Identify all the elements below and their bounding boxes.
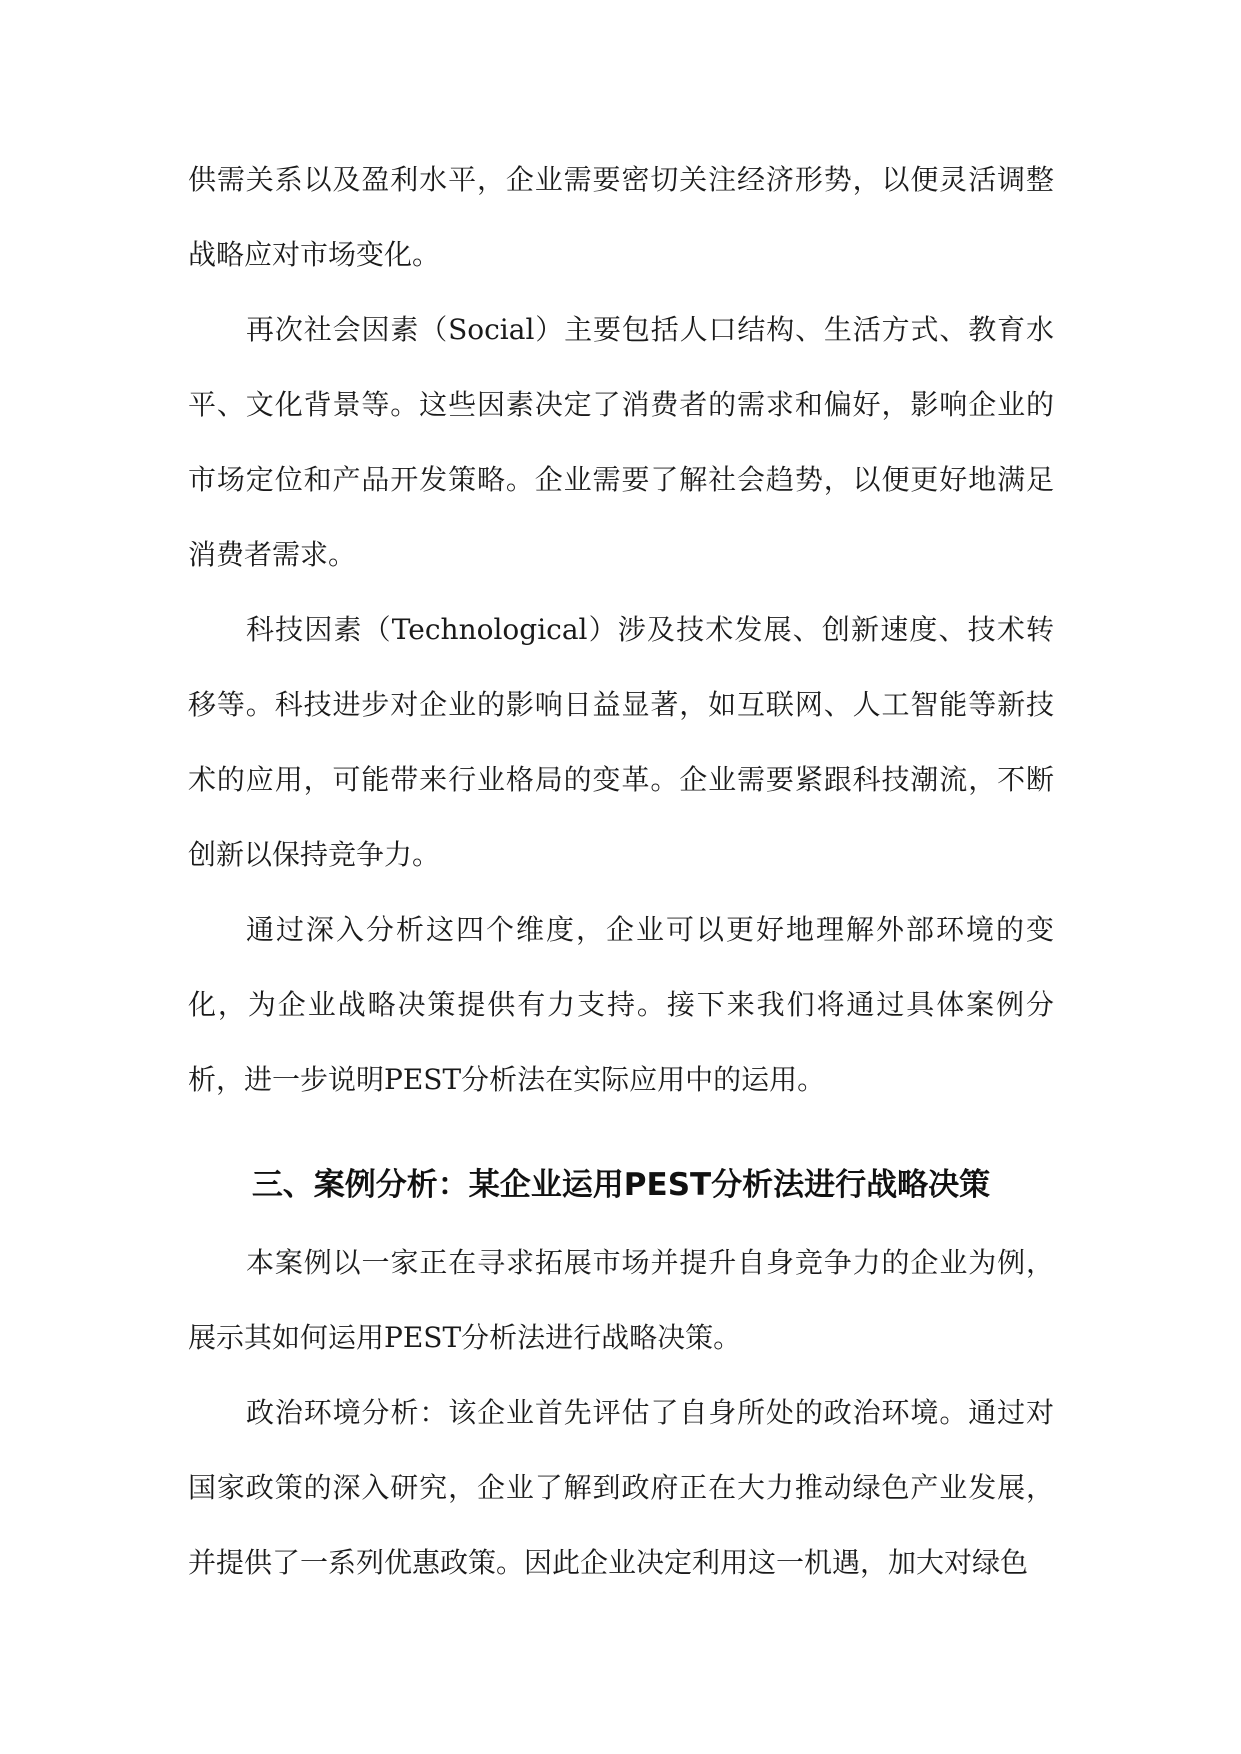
paragraph-social-factor: 再次社会因素（Social）主要包括人口结构、生活方式、教育水平、文化背景等。这些因素决定了消费者的需求和偏好，影响企业的市场定位和产品开发策略。企业需要了解社会趋势，以便更好地满足消费者需求。 [188, 313, 1054, 571]
paragraph-continued: 供需关系以及盈利水平，企业需要密切关注经济形势，以便灵活调整战略应对市场变化。 [188, 163, 1054, 271]
paragraph-summary: 通过深入分析这四个维度，企业可以更好地理解外部环境的变化，为企业战略决策提供有力支持。接下来我们将通过具体案例分析，进一步说明PEST分析法在实际应用中的运用。 [188, 913, 1054, 1096]
section-heading: 三、案例分析：某企业运用PEST分析法进行战略决策 [251, 1167, 991, 1203]
document-body [188, 142, 1054, 1600]
paragraph-political-analysis: 政治环境分析：该企业首先评估了自身所处的政治环境。通过对国家政策的深入研究，企业了解到政府正在大力推动绿色产业发展，并提供了一系列优惠政策。因此企业决定利用这一机遇，加大对绿色 [188, 1396, 1054, 1579]
paragraph-case-intro: 本案例以一家正在寻求拓展市场并提升自身竞争力的企业为例，展示其如何运用PEST分析法进行战略决策。 [188, 1246, 1054, 1354]
paragraph-technological-factor: 科技因素（Technological）涉及技术发展、创新速度、技术转移等。科技进步对企业的影响日益显著，如互联网、人工智能等新技术的应用，可能带来行业格局的变革。企业需要紧跟科技潮流，不断创新以保持竞争力。 [188, 613, 1054, 871]
